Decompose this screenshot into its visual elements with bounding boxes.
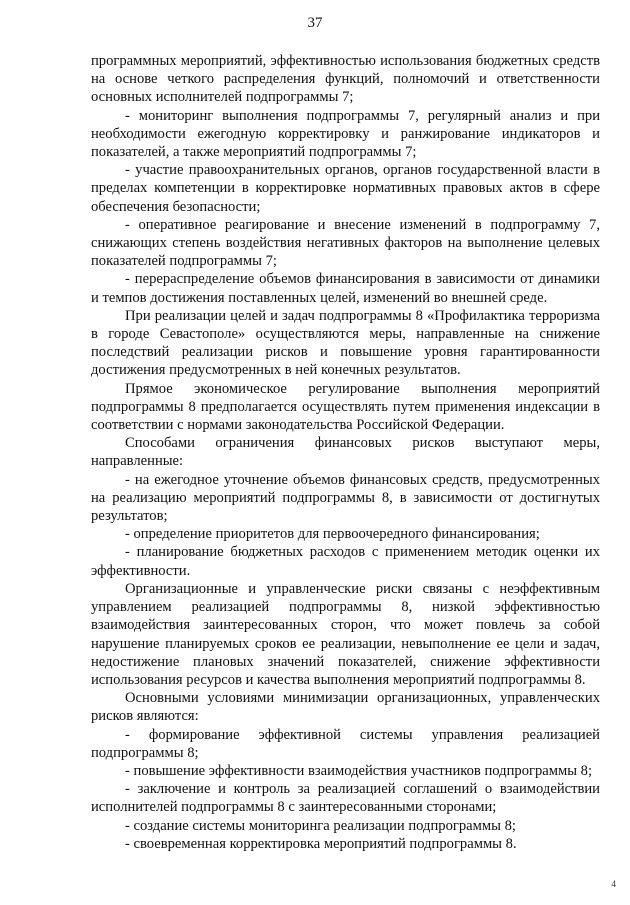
list-item-priorities: - определение приоритетов для первоочередного финансирования;: [125, 526, 540, 543]
list-item-management-system: - формирование эффективной системы управления реализацией подпрограммы 8;: [91, 726, 600, 761]
list-item-interaction-efficiency: - повышение эффективности взаимодействия участников подпрограммы 8;: [125, 762, 593, 779]
list-item-monitoring: - мониторинг выполнения подпрограммы 7, регулярный анализ и при необходимости ежегодную корректировку и ранжирование индикаторов и показателей, а также мероприятий подпрограммы 7;: [91, 107, 600, 161]
paragraph-subprogram-8-intro: При реализации целей и задач подпрограммы 8 «Профилактика терроризма в городе Севастополе» осуществляются меры, направленные на снижение последствий реализации рисков и повышение уровня гарантированности достижения предусмотренных в ней конечных результатов.: [91, 307, 600, 379]
list-item-agreements: - заключение и контроль за реализацией соглашений о взаимодействии исполнителей подпрограммы 8 с заинтересованными сторонами;: [91, 781, 600, 816]
paragraph-financial-risk-methods: Способами ограничения финансовых рисков выступают меры, направленные:: [91, 435, 600, 470]
paragraph-minimization-conditions: Основными условиями минимизации организационных, управленческих рисков являются:: [91, 690, 600, 725]
paragraph-continuation: программных мероприятий, эффективностью использования бюджетных средств на основе четкого распределения функций, полномочий и ответственности основных исполнителей подпрограммы 7;: [91, 53, 600, 106]
list-item-redistribution: - перераспределение объемов финансирования в зависимости от динамики и темпов достижения поставленных целей, изменений во внешней среде.: [91, 271, 600, 306]
corner-mark: 4: [611, 879, 616, 889]
list-item-timely-adjustment: - своевременная корректировка мероприятий подпрограммы 8.: [125, 835, 517, 852]
page-number: 37: [307, 15, 323, 31]
paragraph-economic-regulation: Прямое экономическое регулирование выполнения мероприятий подпрограммы 8 предполагается осуществлять путем применения индексации в соответствии с нормами законодательства Российской Федерации.: [91, 380, 600, 434]
list-item-annual-clarification: - на ежегодное уточнение объемов финансовых средств, предусмотренных на реализацию мероприятий подпрограммы 8, в зависимости от достигнутых результатов;: [91, 471, 600, 525]
paragraph-organizational-risks: Организационные и управленческие риски связаны с неэффективным управлением реализацией подпрограммы 8, низкой эффективностью взаимодействия заинтересованных сторон, что может повлечь за собой нарушение планируемых сроков ее реализации, невыполнение ее цели и задач, недостижение плановых значений показателей, снижение эффективности использования ресурсов и качества выполнения мероприятий подпрограммы 8.: [91, 580, 600, 688]
list-item-budget-planning: - планирование бюджетных расходов с применением методик оценки их эффективности.: [91, 544, 600, 579]
list-item-law-enforcement: - участие правоохранительных органов, органов государственной власти в пределах компетенции в корректировке нормативных правовых актов в сфере обеспечения безопасности;: [91, 162, 600, 215]
list-item-rapid-response: - оперативное реагирование и внесение изменений в подпрограмму 7, снижающих степень воздействия негативных факторов на выполнение целевых показателей подпрограммы 7;: [91, 216, 600, 270]
list-item-monitoring-system: - создание системы мониторинга реализации подпрограммы 8;: [125, 817, 516, 834]
document-body: [91, 52, 600, 853]
